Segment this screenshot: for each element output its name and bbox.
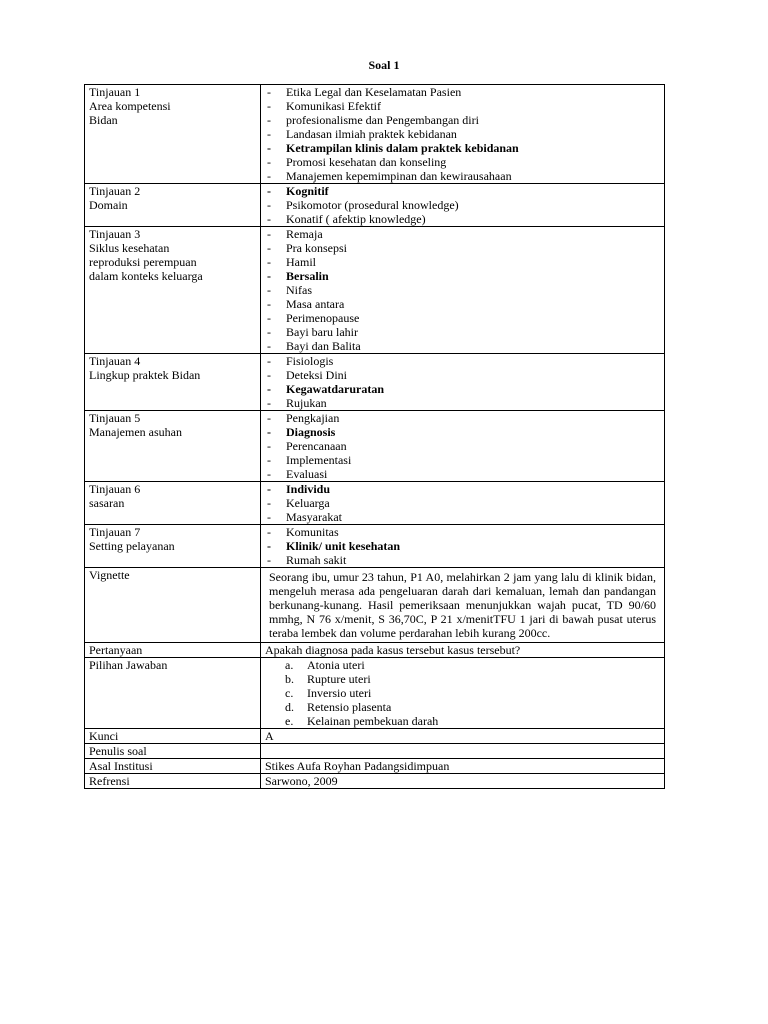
answer-option [265,658,660,672]
tinjauan-label-line: Domain [89,198,128,212]
vignette-label: Vignette [85,568,261,643]
tinjauan-item: - Hamil [265,255,660,269]
asal-row [85,759,665,774]
question-section [85,568,665,789]
tinjauan-section [85,85,665,568]
answer-options [265,658,660,728]
answer-option-letter: e. [285,714,294,728]
asal-value: Stikes Aufa Royhan Padangsidimpuan [261,759,665,774]
answer-option-text: Inversio uteri [307,686,372,700]
tinjauan-item-list [265,411,660,481]
kunci-label: Kunci [85,729,261,744]
tinjauan-item: - Landasan ilmiah praktek kebidanan [265,127,660,141]
tinjauan-item: - Rumah sakit [265,553,660,567]
tinjauan-item: - Nifas [265,283,660,297]
tinjauan-item: - Bersalin [265,269,660,283]
refrensi-value: Sarwono, 2009 [261,774,665,789]
tinjauan-label-line: Tinjauan 1 [89,85,141,99]
tinjauan-item: - Implementasi [265,453,660,467]
refrensi-label: Refrensi [85,774,261,789]
tinjauan-label-line: Tinjauan 7 [89,525,141,539]
tinjauan-item: - Keluarga [265,496,660,510]
document-title: Soal 1 [368,58,400,72]
tinjauan-item: - Konatif ( afektip knowledge) [265,212,660,226]
tinjauan-label [85,525,261,568]
answer-option-letter: b. [285,672,294,686]
tinjauan-item: - Komunitas [265,525,660,539]
answer-option-text: Rupture uteri [307,672,371,686]
tinjauan-label-line: Tinjauan 2 [89,184,141,198]
tinjauan-row [85,85,665,184]
pertanyaan-label: Pertanyaan [85,643,261,658]
tinjauan-label-line: Tinjauan 6 [89,482,141,496]
penulis-value [261,744,665,759]
tinjauan-item: - Individu [265,482,660,496]
tinjauan-item: - Bayi baru lahir [265,325,660,339]
tinjauan-item: - Ketrampilan klinis dalam praktek kebidanan [265,141,660,155]
question-table [84,84,665,789]
tinjauan-item-list [265,354,660,410]
tinjauan-item: - Deteksi Dini [265,368,660,382]
tinjauan-item: - Kognitif [265,184,660,198]
tinjauan-item: - Fisiologis [265,354,660,368]
tinjauan-label-line: Area kompetensi [89,99,171,113]
tinjauan-item: - Pengkajian [265,411,660,425]
tinjauan-item: - Masyarakat [265,510,660,524]
tinjauan-row [85,411,665,482]
tinjauan-item: - Perimenopause [265,311,660,325]
tinjauan-label-line: Manajemen asuhan [89,425,182,439]
answer-option-letter: c. [285,686,294,700]
tinjauan-label [85,482,261,525]
tinjauan-label [85,227,261,354]
penulis-row [85,744,665,759]
tinjauan-label-line: sasaran [89,496,125,510]
pilihan-label: Pilihan Jawaban [85,658,261,729]
tinjauan-item: - Perencanaan [265,439,660,453]
answer-option [265,686,660,700]
tinjauan-item: - Evaluasi [265,467,660,481]
tinjauan-item: - Manajemen kepemimpinan dan kewirausahaan [265,169,660,183]
refrensi-row [85,774,665,789]
tinjauan-item-list [265,85,660,183]
answer-option-letter: a. [285,658,294,672]
answer-option-letter: d. [285,700,294,714]
tinjauan-label [85,354,261,411]
tinjauan-label-line: Setting pelayanan [89,539,175,553]
tinjauan-item: - Diagnosis [265,425,660,439]
tinjauan-label-line: dalam konteks keluarga [89,269,203,283]
asal-label: Asal Institusi [85,759,261,774]
tinjauan-row [85,482,665,525]
tinjauan-item-list [265,482,660,524]
answer-option-text: Retensio plasenta [307,700,392,714]
tinjauan-item: - Remaja [265,227,660,241]
tinjauan-label [85,184,261,227]
tinjauan-item: - Bayi dan Balita [265,339,660,353]
tinjauan-item: - Pra konsepsi [265,241,660,255]
tinjauan-label-line: Bidan [89,113,118,127]
answer-option [265,672,660,686]
vignette-row [85,568,665,643]
tinjauan-item-list [265,184,660,226]
tinjauan-item: - Etika Legal dan Keselamatan Pasien [265,85,660,99]
pilihan-row [85,658,665,729]
tinjauan-item: - Kegawatdaruratan [265,382,660,396]
tinjauan-row [85,227,665,354]
tinjauan-item: - Promosi kesehatan dan konseling [265,155,660,169]
answer-option-text: Atonia uteri [307,658,365,672]
tinjauan-row [85,184,665,227]
tinjauan-item: - Psikomotor (prosedural knowledge) [265,198,660,212]
tinjauan-row [85,525,665,568]
vignette-text: Seorang ibu, umur 23 tahun, P1 A0, melahirkan 2 jam yang lalu di klinik bidan, mengeluh merasa ada pengeluaran darah dari kemaluan, lemah dan pandangan berkunang-kunang. Hasil pemeriksaan menunjukkan wajah pucat, TD 90/60 mmhg, N 76 x/menit, S 36,70C, P 21 x/menitTFU 1 jari di bawah pusat uterus teraba lembek dan volume perdarahan lebih kurang 200cc. [269,570,656,640]
tinjauan-row [85,354,665,411]
tinjauan-label-line: Siklus kesehatan [89,241,170,255]
tinjauan-label-line: Tinjauan 5 [89,411,141,425]
tinjauan-label [85,85,261,184]
tinjauan-label-line: Lingkup praktek Bidan [89,368,201,382]
tinjauan-item: - profesionalisme dan Pengembangan diri [265,113,660,127]
tinjauan-label-line: reproduksi perempuan [89,255,197,269]
tinjauan-item: - Rujukan [265,396,660,410]
pertanyaan-row [85,643,665,658]
tinjauan-item-list [265,525,660,567]
tinjauan-item: - Komunikasi Efektif [265,99,660,113]
tinjauan-label-line: Tinjauan 4 [89,354,141,368]
tinjauan-label [85,411,261,482]
pertanyaan-text: Apakah diagnosa pada kasus tersebut kasus tersebut? [261,643,665,658]
answer-option [265,714,660,728]
answer-option-text: Kelainan pembekuan darah [307,714,439,728]
tinjauan-item-list [265,227,660,353]
kunci-value: A [261,729,665,744]
penulis-label: Penulis soal [85,744,261,759]
answer-option [265,700,660,714]
tinjauan-item: - Masa antara [265,297,660,311]
tinjauan-item: - Klinik/ unit kesehatan [265,539,660,553]
kunci-row [85,729,665,744]
tinjauan-label-line: Tinjauan 3 [89,227,141,241]
